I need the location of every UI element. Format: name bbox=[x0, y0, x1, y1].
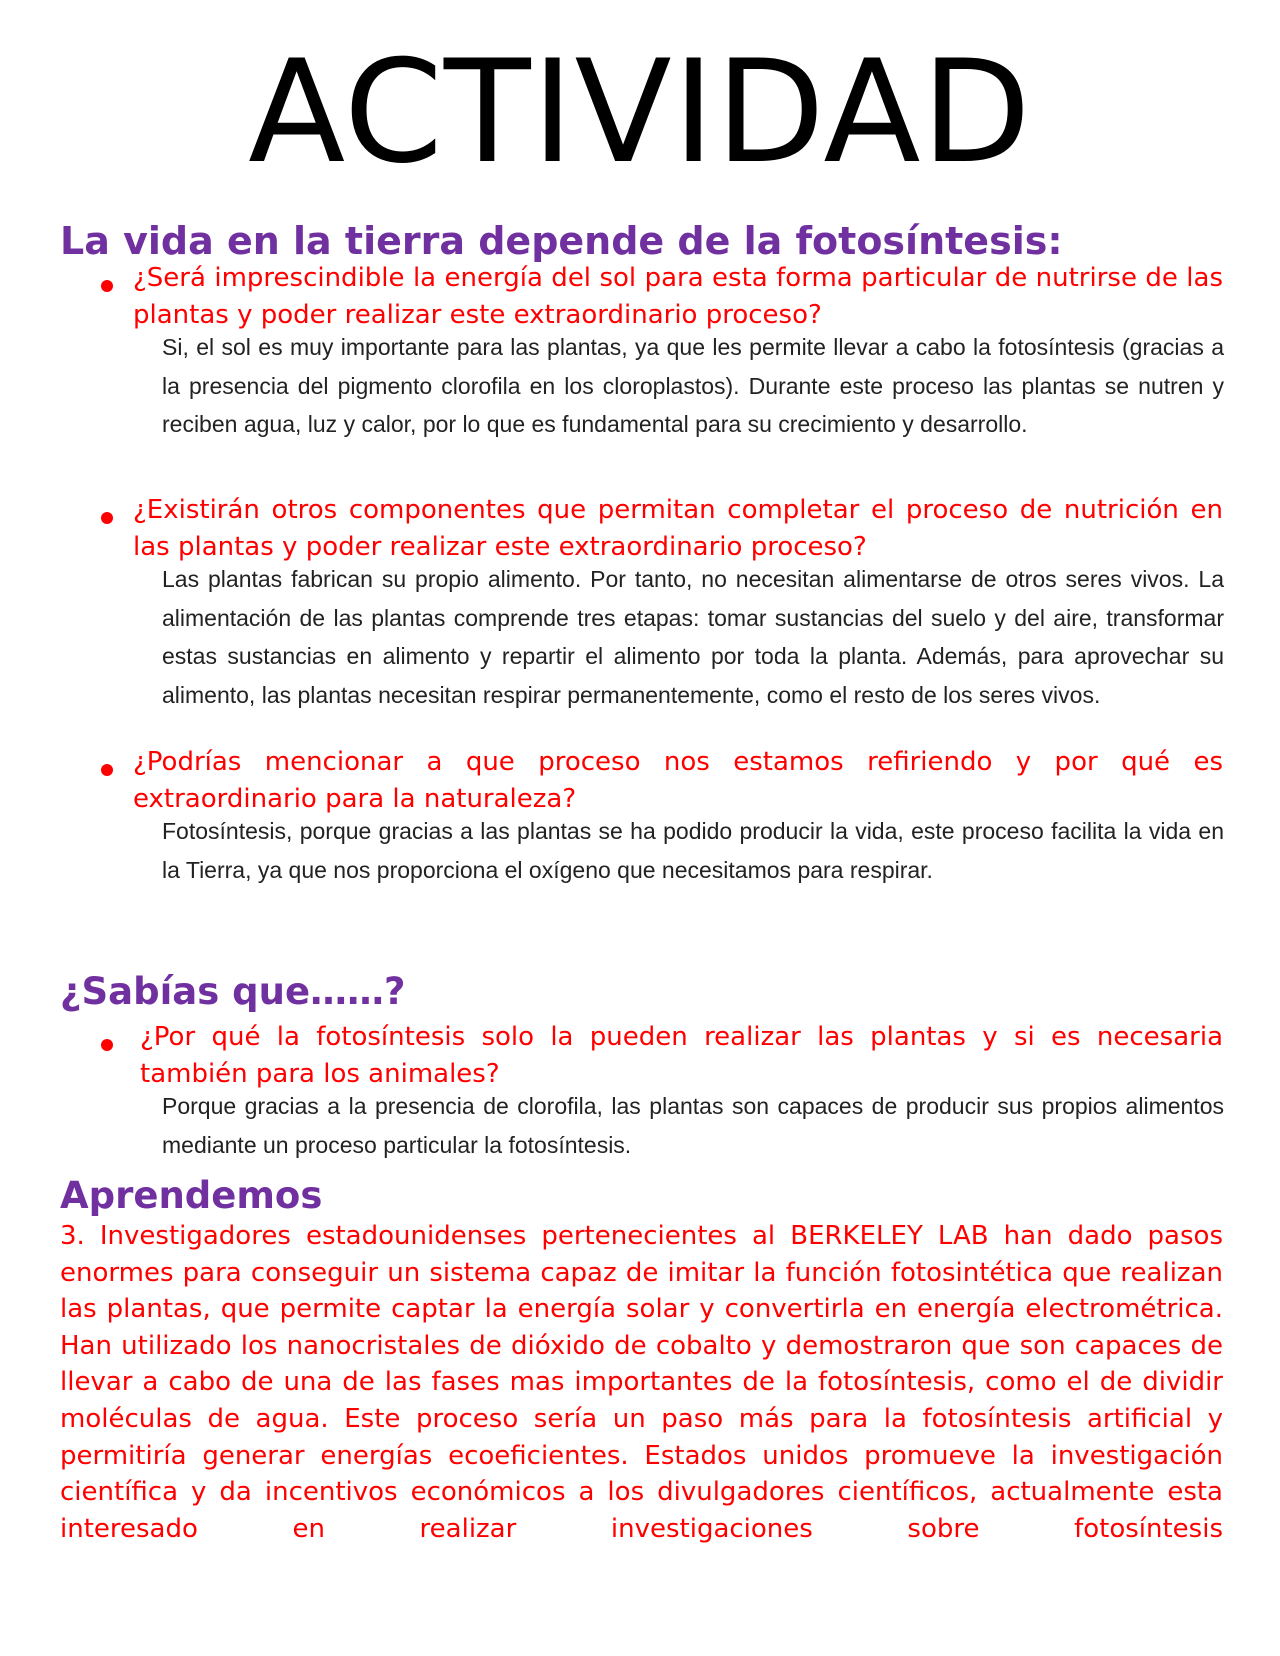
answer-4: Porque gracias a la presencia de clorofila, las plantas son capaces de producir sus propios alimentos mediante un proceso particular la fotosíntesis. bbox=[162, 1093, 1224, 1158]
page-title: ACTIVIDAD bbox=[248, 30, 1032, 195]
answer-2: Las plantas fabrican su propio alimento. Por tanto, no necesitan alimentarse de otros seres vivos. La alimentación de las plantas comprende tres etapas: tomar sustancias del suelo y del aire, transformar estas sustancias en alimento y repartir el alimento por toda la planta. Además, para aprovechar su alimento, las plantas necesitan respirar permanentemente, como el resto de los seres vivos. bbox=[162, 566, 1224, 708]
answer-3: Fotosíntesis, porque gracias a las plantas se ha podido producir la vida, este proceso facilita la vida en la Tierra, ya que nos proporciona el oxígeno que necesitamos para respirar. bbox=[162, 818, 1224, 883]
bullet-icon bbox=[101, 1039, 113, 1051]
question-2: ¿Existirán otros componentes que permitan completar el proceso de nutrición en las plantas y poder realizar este extraordinario proceso? bbox=[133, 495, 1223, 562]
bullet-icon bbox=[101, 764, 113, 776]
question-1: ¿Será imprescindible la energía del sol para esta forma particular de nutrirse de las plantas y poder realizar este extraordinario proceso? bbox=[133, 263, 1223, 330]
bullet-icon bbox=[101, 512, 113, 524]
aprendemos-paragraph: 3. Investigadores estadounidenses pertenecientes al BERKELEY LAB han dado pasos enormes para conseguir un sistema capaz de imitar la función fotosintética que realizan las plantas, que permite captar la energía solar y convertirla en energía electrométrica. Han utilizado los nanocristales de dióxido de cobalto y demostraron que son capaces de llevar a cabo de una de las fases mas importantes de la fotosíntesis, como el de dividir moléculas de agua. Este proceso sería un paso más para la fotosíntesis artificial y permitiría generar energías ecoeficientes. Estados unidos promueve la investigación científica y da incentivos económicos a los divulgadores científicos, actualmente esta interesado en realizar investigaciones sobre fotosíntesis bbox=[60, 1221, 1223, 1544]
question-4: ¿Por qué la fotosíntesis solo la pueden realizar las plantas y si es necesaria también para los animales? bbox=[140, 1022, 1223, 1089]
question-3: ¿Podrías mencionar a que proceso nos estamos refiriendo y por qué es extraordinario para la naturaleza? bbox=[133, 747, 1223, 814]
bullet-icon bbox=[101, 280, 113, 292]
section-heading-aprendemos: Aprendemos bbox=[60, 1174, 323, 1217]
answer-1: Si, el sol es muy importante para las plantas, ya que les permite llevar a cabo la fotosíntesis (gracias a la presencia del pigmento clorofila en los cloroplastos). Durante este proceso las plantas se nutren y reciben agua, luz y calor, por lo que es fundamental para su crecimiento y desarrollo. bbox=[162, 334, 1224, 437]
section-heading-fotosintesis: La vida en la tierra depende de la fotosíntesis: bbox=[60, 219, 1063, 263]
section-heading-sabias-que: ¿Sabías que……? bbox=[60, 970, 406, 1013]
